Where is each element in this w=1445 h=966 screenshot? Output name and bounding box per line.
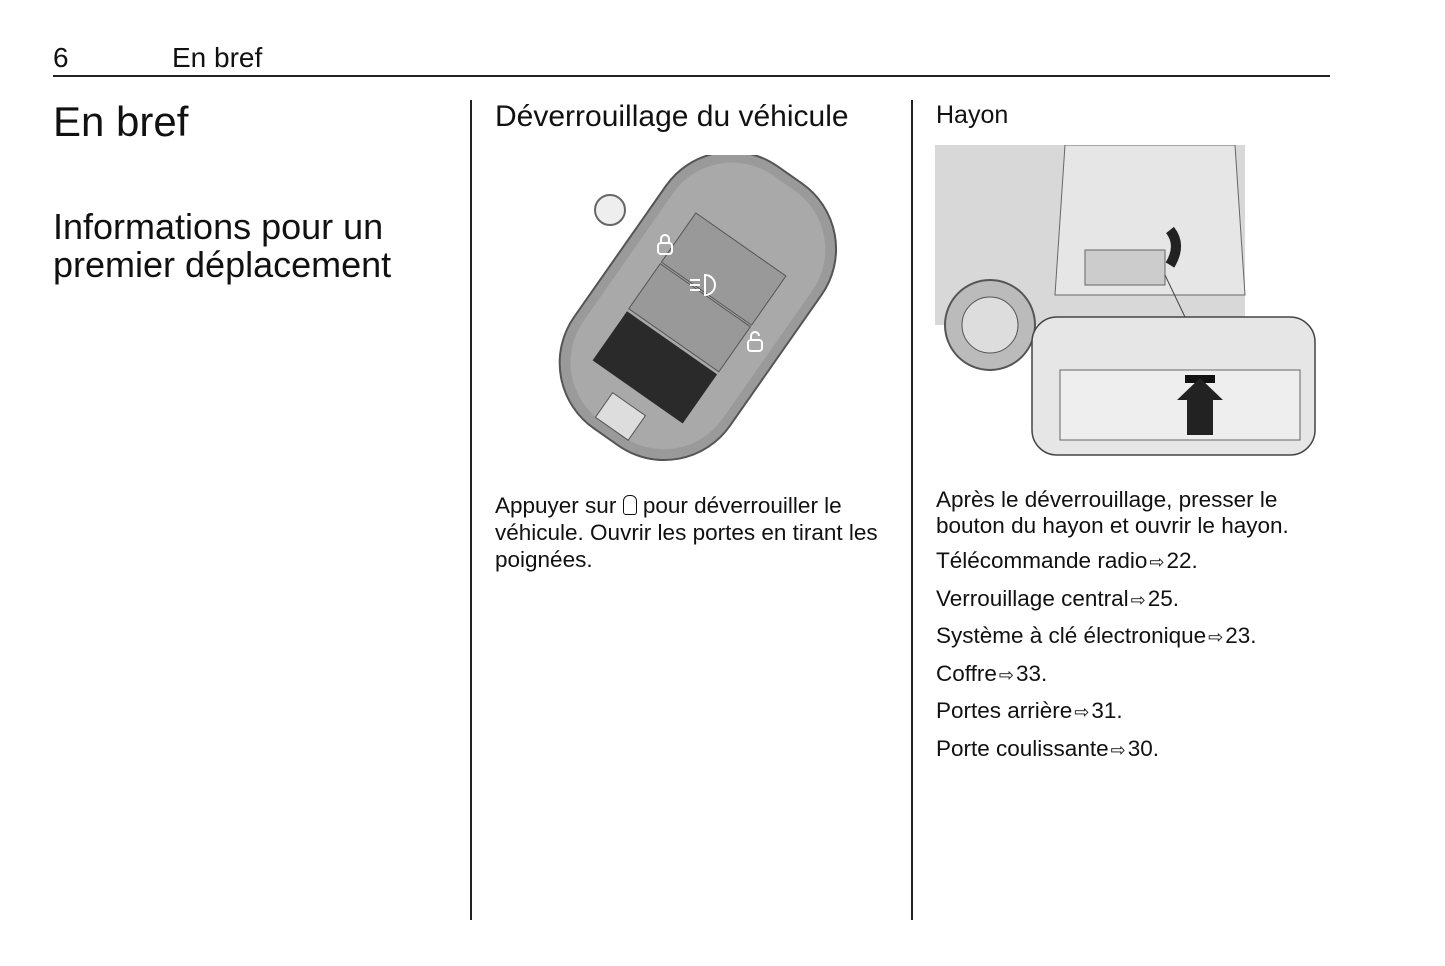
chapter-title: En bref [53,98,189,145]
reference-list [936,547,1326,772]
reference-item[interactable] [936,735,1326,764]
unlock-icon [623,495,637,515]
instruction-text: pour déverrouiller le véhicule. Ouvrir les portes en tirant les poignées. [495,493,878,572]
page-ref-arrow-icon: ⇨ [1208,627,1224,647]
unlock-instructions [495,492,885,573]
page-number: 6 [53,42,69,73]
unlock-heading: Déverrouillage du véhicule [495,100,849,133]
page-ref-arrow-icon: ⇨ [998,664,1014,685]
reference-item[interactable] [936,697,1326,726]
section-title: Informations pour un premier déplacement [53,206,392,285]
ref-page: 22. [1166,548,1198,573]
page-ref-arrow-icon: ⇨ [1130,589,1146,610]
reference-item[interactable] [936,622,1326,651]
ref-label: Portes arrière [936,698,1073,723]
tailgate-instructions: Après le déverrouillage, presser le bouton du hayon et ouvrir le hayon. [936,487,1289,538]
tailgate-heading: Hayon [936,101,1009,129]
page-ref-arrow-icon: ⇨ [1149,552,1165,572]
column-divider [470,100,472,920]
ref-label: Coffre [936,660,997,686]
instruction-text: Appuyer sur [495,493,617,518]
reference-item[interactable] [936,585,1326,614]
ref-page: 23. [1225,623,1257,648]
page-ref-arrow-icon: ⇨ [1074,702,1090,722]
reference-item[interactable] [936,660,1326,689]
column-divider [911,100,913,920]
ref-page: 25. [1147,585,1179,611]
ref-label: Télécommande radio [936,548,1148,573]
ref-page: 31. [1091,698,1123,723]
ref-label: Porte coulissante [936,735,1109,761]
key-fob-illustration [530,155,860,465]
running-header: En bref [172,42,263,73]
page-ref-arrow-icon: ⇨ [1110,739,1126,760]
header-rule [53,75,1330,77]
ref-label: Système à clé électronique [936,623,1207,648]
reference-item[interactable] [936,547,1326,576]
ref-label: Verrouillage central [936,585,1129,611]
ref-page: 30. [1127,735,1159,761]
ref-page: 33. [1015,660,1048,686]
tailgate-illustration [935,145,1317,457]
